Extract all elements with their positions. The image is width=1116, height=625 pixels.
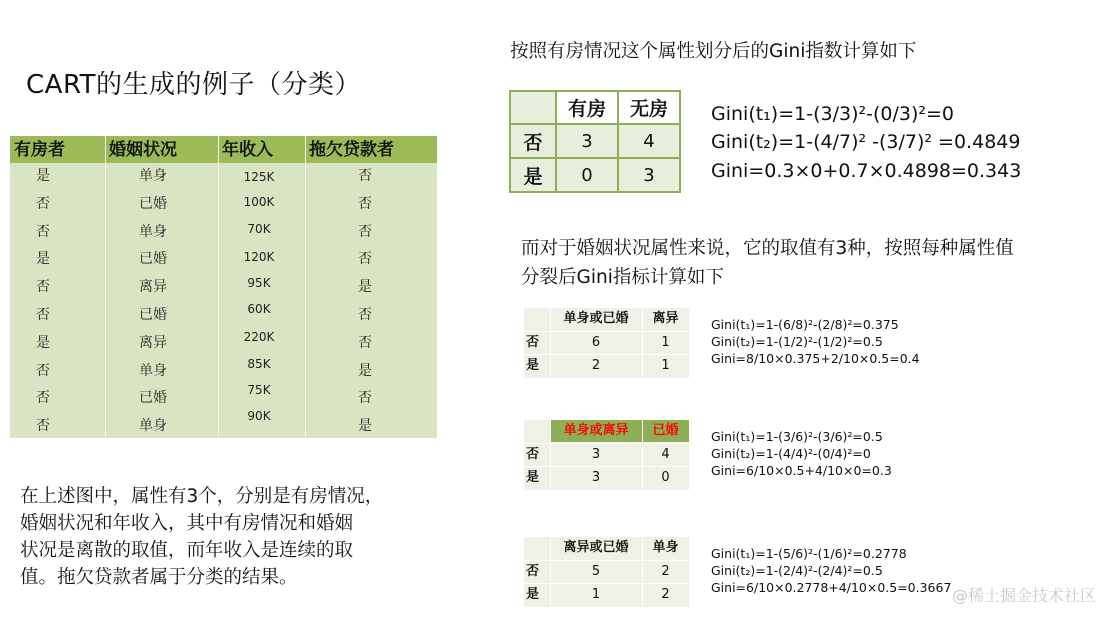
column-divider (550, 308, 551, 378)
table-cell: 4 (618, 124, 680, 158)
split-cell: 1 (661, 358, 670, 373)
split-cell: 6 (591, 335, 601, 350)
cell-marital-status: 单身 (139, 362, 167, 379)
table-cell: 3 (618, 158, 680, 192)
cell-default: 否 (358, 307, 372, 323)
row-divider (524, 354, 689, 355)
table-corner (510, 91, 556, 124)
cell-has-house: 是 (36, 334, 50, 351)
row-label-no: 否 (526, 335, 540, 350)
split-cell: 2 (661, 564, 670, 579)
column-divider (550, 537, 551, 607)
header-income: 年收入 (222, 140, 273, 160)
cell-has-house: 是 (36, 168, 50, 184)
cell-marital-status: 单身 (139, 418, 167, 435)
cell-default: 是 (358, 418, 372, 435)
cell-default: 否 (358, 251, 372, 268)
split-gini-formula: Gini=6/10×0.5+4/10×0=0.3 (711, 463, 892, 478)
row-label-yes: 是 (510, 158, 556, 192)
row-label-no: 否 (526, 447, 540, 462)
cell-has-house: 是 (36, 251, 50, 268)
split-gini-formula: Gini(t₂)=1-(1/2)²-(1/2)²=0.5 (711, 334, 883, 349)
col-header-no-house: 无房 (618, 91, 680, 124)
header-default: 拖欠贷款者 (309, 140, 394, 160)
header-marital-status: 婚姻状况 (109, 140, 177, 160)
cell-marital-status: 离异 (139, 334, 167, 351)
split-col-header: 单身或已婚 (563, 311, 629, 326)
description-line: 在上述图中，属性有3个，分别是有房情况， (20, 486, 384, 507)
split-cell: 4 (661, 447, 670, 462)
split-col-header: 离异 (652, 311, 679, 326)
table-cell: 0 (556, 158, 618, 192)
cell-income: 60K (247, 302, 271, 316)
loan-data-table (10, 136, 437, 438)
cell-default: 否 (358, 168, 372, 184)
house-gini-heading: 按照有房情况这个属性划分后的Gini指数计算如下 (510, 41, 917, 62)
row-divider (524, 583, 689, 584)
column-divider (550, 420, 551, 490)
column-divider (642, 308, 643, 378)
split-cell: 1 (591, 587, 601, 602)
description-text (20, 483, 450, 591)
split-cell: 2 (591, 358, 601, 373)
description-line: 值。拖欠贷款者属于分类的结果。 (20, 567, 298, 588)
split-cell: 0 (661, 470, 670, 485)
page-title: CART的生成的例子（分类） (26, 70, 361, 100)
table-cell: 3 (556, 124, 618, 158)
cell-default: 否 (358, 390, 372, 407)
cell-has-house: 否 (36, 223, 50, 240)
row-label-yes: 是 (526, 470, 540, 485)
cell-default: 否 (358, 223, 372, 240)
watermark: @稀土掘金技术社区 (951, 586, 1096, 605)
cell-income: 125K (243, 170, 275, 184)
cell-income: 70K (247, 222, 271, 236)
heading-line: 分裂后Gini指标计算如下 (521, 267, 724, 288)
split-gini-formula: Gini=6/10×0.2778+4/10×0.5=0.3667 (711, 580, 952, 595)
column-divider (642, 420, 643, 490)
split-cell: 3 (591, 447, 601, 462)
cell-default: 是 (358, 362, 372, 379)
description-line: 婚姻状况和年收入，其中有房情况和婚姻 (20, 513, 354, 534)
split-gini-formula: Gini=8/10×0.375+2/10×0.5=0.4 (711, 351, 920, 366)
cell-default: 是 (358, 279, 372, 296)
split-cell: 5 (591, 564, 601, 579)
cell-income: 220K (243, 330, 275, 344)
marital-gini-heading (521, 234, 1111, 292)
cell-has-house: 否 (36, 390, 50, 407)
cell-income: 95K (247, 276, 271, 290)
gini-formula-total: Gini=0.3×0+0.7×0.4898=0.343 (711, 160, 1022, 182)
cell-marital-status: 已婚 (139, 251, 167, 268)
split-gini-formula: Gini(t₁)=1-(3/6)²-(3/6)²=0.5 (711, 429, 883, 444)
split-gini-formula: Gini(t₁)=1-(6/8)²-(2/8)²=0.375 (711, 317, 899, 332)
split-col-header: 离异或已婚 (563, 540, 629, 555)
row-divider (524, 443, 689, 444)
split-gini-formula: Gini(t₁)=1-(5/6)²-(1/6)²=0.2778 (711, 546, 907, 561)
cell-has-house: 否 (36, 418, 50, 435)
row-label-no: 否 (526, 564, 540, 579)
cell-income: 75K (247, 383, 271, 397)
cell-income: 90K (247, 409, 271, 423)
split-col-header: 已婚 (652, 423, 679, 438)
house-split-table (509, 90, 681, 193)
cell-has-house: 否 (36, 362, 50, 379)
cell-default: 否 (358, 334, 372, 351)
cell-marital-status: 离异 (139, 279, 167, 296)
split-gini-formula: Gini(t₂)=1-(2/4)²-(2/4)²=0.5 (711, 563, 883, 578)
cell-has-house: 否 (36, 195, 50, 212)
cell-income: 85K (247, 357, 271, 371)
row-divider (524, 466, 689, 467)
split-col-header: 单身 (652, 540, 679, 555)
split-cell: 1 (661, 335, 670, 350)
cell-marital-status: 单身 (139, 168, 167, 184)
split-gini-formula: Gini(t₂)=1-(4/4)²-(0/4)²=0 (711, 446, 871, 461)
cell-income: 100K (243, 195, 275, 209)
split-col-header: 单身或离异 (563, 423, 629, 438)
cell-marital-status: 单身 (139, 223, 167, 240)
cell-income: 120K (243, 250, 275, 264)
row-divider (524, 560, 689, 561)
cell-marital-status: 已婚 (139, 195, 167, 212)
row-label-no: 否 (510, 124, 556, 158)
row-label-yes: 是 (526, 587, 540, 602)
split-table (524, 308, 689, 378)
cell-default: 否 (358, 195, 372, 212)
split-table (524, 420, 689, 490)
split-cell: 3 (591, 470, 601, 485)
cell-marital-status: 已婚 (139, 307, 167, 323)
row-divider (524, 331, 689, 332)
split-cell: 2 (661, 587, 670, 602)
split-table (524, 537, 689, 607)
row-label-yes: 是 (526, 358, 540, 373)
cell-has-house: 否 (36, 307, 50, 323)
col-header-has-house: 有房 (556, 91, 618, 124)
column-divider (642, 537, 643, 607)
cell-marital-status: 已婚 (139, 390, 167, 407)
gini-formula-t2: Gini(t₂)=1-(4/7)² -(3/7)² =0.4849 (711, 131, 1021, 153)
gini-formula-t1: Gini(t₁)=1-(3/3)²-(0/3)²=0 (711, 103, 954, 125)
description-line: 状况是离散的取值，而年收入是连续的取 (20, 540, 354, 561)
header-has-house: 有房者 (14, 140, 65, 160)
heading-line: 而对于婚姻状况属性来说，它的取值有3种，按照每种属性值 (521, 238, 1014, 259)
cell-has-house: 否 (36, 279, 50, 296)
